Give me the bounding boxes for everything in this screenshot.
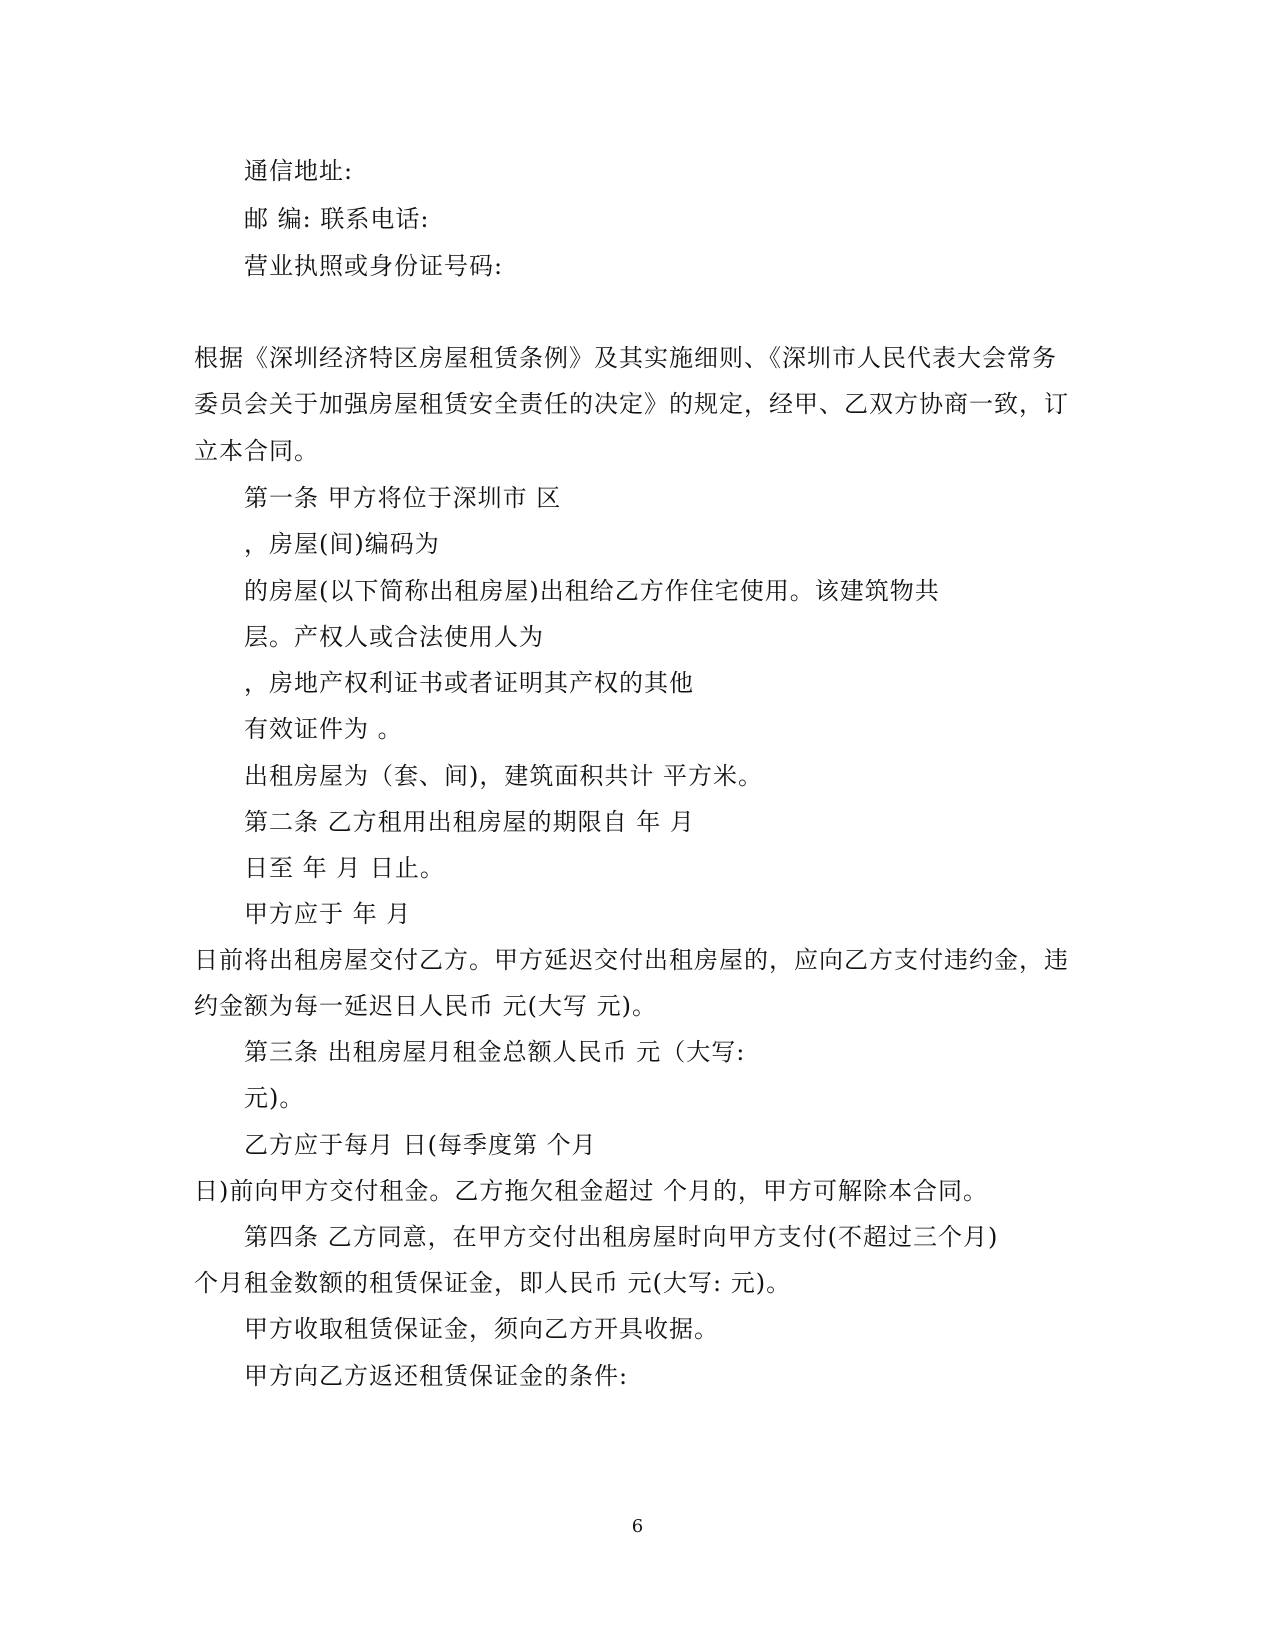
text-line: ，房屋(间)编码为 bbox=[244, 530, 440, 558]
text-line: 约金额为每一延迟日人民币 元(大写 元)。 bbox=[194, 992, 657, 1020]
text-line: 出租房屋为（套、间)，建筑面积共计 平方米。 bbox=[244, 762, 763, 790]
text-line: 个月租金数额的租赁保证金，即人民币 元(大写: 元)。 bbox=[194, 1269, 792, 1297]
text-line: 第二条 乙方租用出租房屋的期限自 年 月 bbox=[244, 808, 695, 836]
text-line: 有效证件为 。 bbox=[244, 715, 403, 743]
text-line: 立本合同。 bbox=[194, 437, 319, 465]
text-line: 甲方向乙方返还租赁保证金的条件: bbox=[244, 1362, 629, 1390]
text-line: 的房屋(以下简称出租房屋)出租给乙方作住宅使用。该建筑物共 bbox=[244, 577, 940, 605]
text-line: 元)。 bbox=[244, 1084, 305, 1112]
text-line: 邮 编: 联系电话: bbox=[244, 205, 430, 233]
text-line: 日至 年 月 日止。 bbox=[244, 854, 445, 882]
text-line: 营业执照或身份证号码: bbox=[244, 252, 504, 280]
text-line: 委员会关于加强房屋租赁安全责任的决定》的规定，经甲、乙双方协商一致，订 bbox=[194, 390, 1069, 418]
text-line: 层。产权人或合法使用人为 bbox=[244, 623, 544, 651]
page-number: 6 bbox=[631, 1516, 644, 1537]
text-line: 甲方收取租赁保证金，须向乙方开具收据。 bbox=[244, 1315, 719, 1343]
text-line: 日)前向甲方交付租金。乙方拖欠租金超过 个月的，甲方可解除本合同。 bbox=[194, 1177, 988, 1205]
text-line: 根据《深圳经济特区房屋租赁条例》及其实施细则、《深圳市人民代表大会常务 bbox=[194, 344, 1057, 372]
text-line: 第四条 乙方同意，在甲方交付出租房屋时向甲方支付(不超过三个月) bbox=[244, 1223, 999, 1251]
text-line: 第三条 出租房屋月租金总额人民币 元（大写: bbox=[244, 1038, 746, 1066]
text-line: 日前将出租房屋交付乙方。甲方延迟交付出租房屋的，应向乙方支付违约金，违 bbox=[194, 946, 1069, 974]
text-line: 乙方应于每月 日(每季度第 个月 bbox=[244, 1131, 597, 1159]
text-line: 甲方应于 年 月 bbox=[244, 900, 412, 928]
text-line: 通信地址: bbox=[244, 157, 354, 185]
text-line: ，房地产权利证书或者证明其产权的其他 bbox=[244, 669, 694, 697]
text-line: 第一条 甲方将位于深圳市 区 bbox=[244, 484, 562, 512]
